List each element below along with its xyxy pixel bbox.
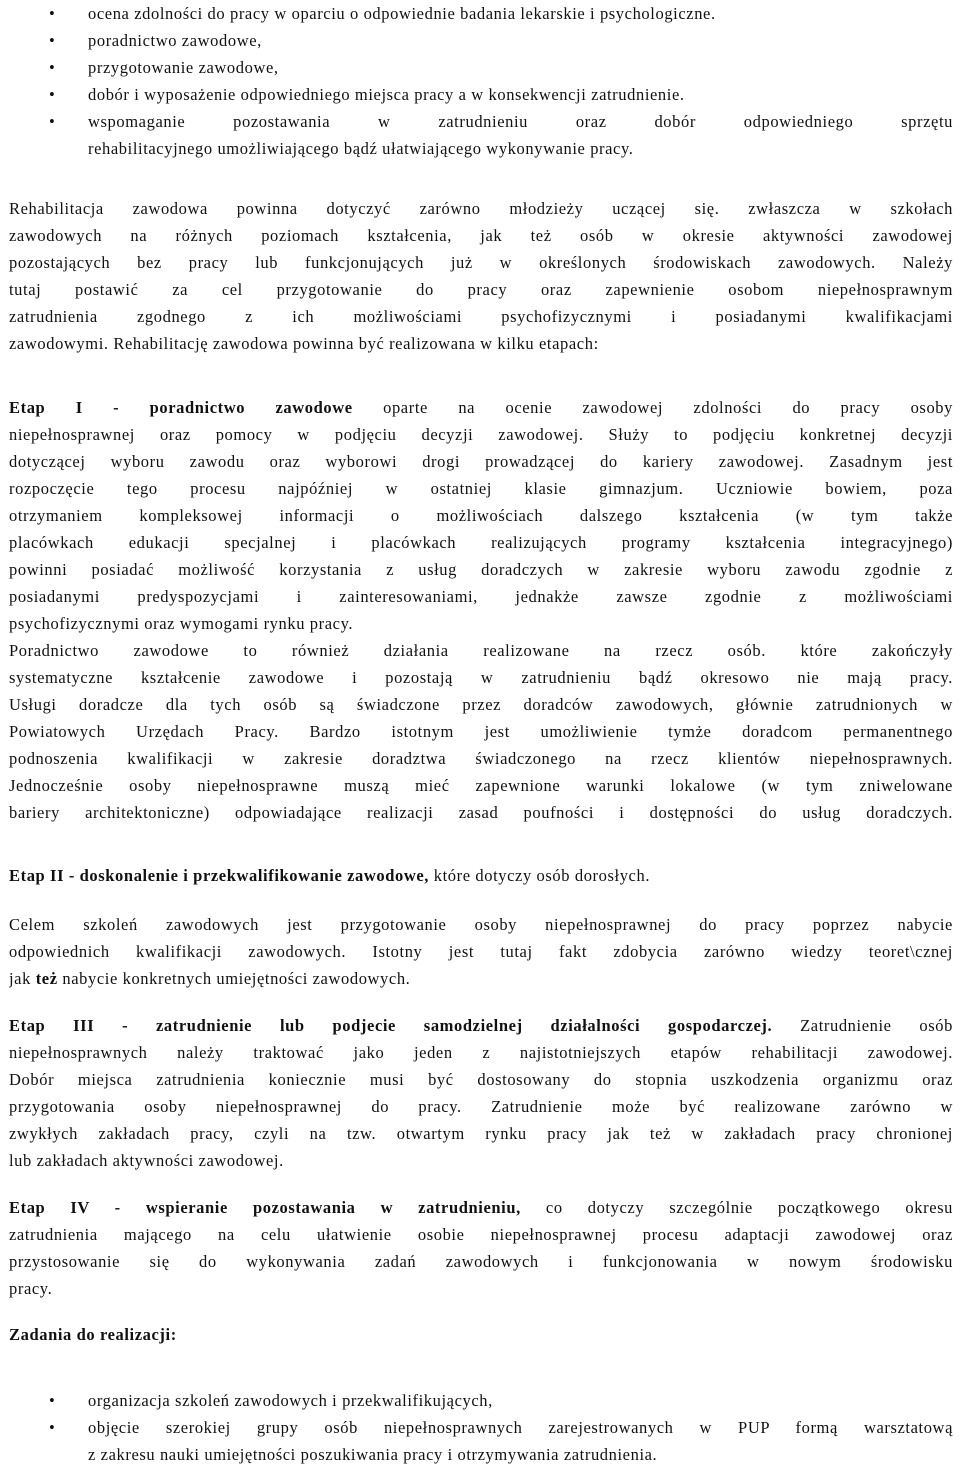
text-line: dotyczącej wyboru zawodu oraz wyborowi drogi prowadzącej do kariery zawodowej. Zasadnym jest <box>9 452 953 471</box>
etap-2-last-line <box>9 965 953 992</box>
etap-3-heading: Etap III - zatrudnienie lub podjecie samodzielnej działalności gospodarczej. <box>9 1016 773 1035</box>
bullet-item <box>9 108 953 162</box>
text-line: rozpoczęcie tego procesu najpóźniej w ostatniej klasie gimnazjum. Uczniowie bowiem, poza <box>9 479 953 498</box>
etap-2-heading-rest: które dotyczy osób dorosłych. <box>429 866 651 885</box>
text-line: zatrudnienia mającego na celu ułatwienie osobie niepełnosprawnej procesu adaptacji zawodowej oraz <box>9 1225 953 1244</box>
bullet-dot-icon: • <box>49 31 55 50</box>
text-line: pracy. <box>9 1279 53 1298</box>
section-etap-4 <box>9 1194 953 1302</box>
etap-1-heading-rest: oparte na ocenie zawodowej zdolności do pracy osoby <box>352 398 953 417</box>
section-etap-2 <box>9 862 953 889</box>
etap-3-heading-rest: Zatrudnienie osób <box>772 1016 953 1035</box>
text-line: psychofizycznymi oraz wymogami rynku pracy. <box>9 614 354 633</box>
text-line: Rehabilitacja zawodowa powinna dotyczyć zarówno młodzieży uczącej się. zwłaszcza w szkołach <box>9 199 953 218</box>
text-line: niepełnosprawnej oraz pomocy w podjęciu decyzji zawodowej. Służy to podjęciu konkretnej decyzji <box>9 425 953 444</box>
text-line: pozostających bez pracy lub funkcjonujących już w określonych środowiskach zawodowych. Należy <box>9 253 953 272</box>
text-line: przygotowania osoby niepełnosprawnej do pracy. Zatrudnienie może być realizowane zarówno w <box>9 1097 953 1116</box>
etap-4-heading-rest: co dotyczy szczególnie początkowego okresu <box>520 1198 953 1217</box>
text-line: niepełnosprawnych należy traktować jako jeden z najistotniejszych etapów rehabilitacji zawodowej. <box>9 1043 953 1062</box>
text-line: podnoszenia kwalifikacji w zakresie doradztwa świadczonego na rzecz klientów niepełnosprawnych. <box>9 749 953 768</box>
bullet-text: poradnictwo zawodowe, <box>88 31 262 50</box>
text-line: zawodowych na różnych poziomach kształcenia, jak też osób w okresie aktywności zawodowej <box>9 226 953 245</box>
bullet-dot-icon: • <box>49 4 55 23</box>
etap-4-heading: Etap IV - wspieranie pozostawania w zatrudnieniu, <box>9 1198 521 1217</box>
bullet-text: rehabilitacyjnego umożliwiającego bądź ułatwiającego wykonywanie pracy. <box>88 139 634 158</box>
bullet-item <box>9 27 953 54</box>
text-line: Jednocześnie osoby niepełnosprawne muszą mieć zapewnione warunki lokalowe (w tym zniwelowane <box>9 776 953 795</box>
bullet-item <box>9 1414 953 1468</box>
etap-1-body <box>9 421 953 637</box>
text-line: tutaj postawić za cel przygotowanie do pracy oraz zapewnienie osobom niepełnosprawnym <box>9 280 953 299</box>
text-line: otrzymaniem kompleksowej informacji o możliwościach dalszego kształcenia (w tym także <box>9 506 953 525</box>
etap-1-heading: Etap I - poradnictwo zawodowe <box>9 398 353 417</box>
text-line: Poradnictwo zawodowe to również działania realizowane na rzecz osób. które zakończyły <box>9 641 953 660</box>
bullet-item <box>9 54 953 81</box>
bullet-dot-icon: • <box>49 112 55 131</box>
text-line: Powiatowych Urzędach Pracy. Bardzo istotnym jest umożliwienie tymże doradcom permanentnego <box>9 722 953 741</box>
etap-2-lines <box>9 911 953 965</box>
etap-2-last-post: nabycie konkretnych umiejętności zawodowych. <box>57 969 411 988</box>
bullet-dot-icon: • <box>49 1418 55 1437</box>
text-line: powinni posiadać możliwość korzystania z usług doradczych w zakresie wyboru zawodu zgodnie z <box>9 560 953 579</box>
etap-1-first-line <box>9 394 953 421</box>
bullet-text: przygotowanie zawodowe, <box>88 58 279 77</box>
text-line: Usługi doradcze dla tych osób są świadczone przez doradców zawodowych, głównie zatrudnionych w <box>9 695 953 714</box>
etap-2-body <box>9 911 953 992</box>
tasks-heading: Zadania do realizacji: <box>9 1325 177 1344</box>
bullet-text: objęcie szerokiej grupy osób niepełnosprawnych zarejestrowanych w PUP formą warsztatową <box>88 1418 953 1437</box>
etap-2-heading-line <box>9 862 953 889</box>
section-tasks <box>9 1321 953 1348</box>
bullet-text: wspomaganie pozostawania w zatrudnieniu oraz dobór odpowiedniego sprzętu <box>88 112 953 131</box>
text-line: przystosowanie się do wykonywania zadań zawodowych i funkcjonowania w nowym środowisku <box>9 1252 953 1271</box>
bullet-dot-icon: • <box>49 1391 55 1410</box>
text-line: odpowiednich kwalifikacji zawodowych. Istotny jest tutaj fakt zdobycia zarówno wiedzy teoret\cznej <box>9 942 953 961</box>
bullet-text: ocena zdolności do pracy w oparciu o odpowiednie badania lekarskie i psychologiczne. <box>88 4 716 23</box>
bullet-item <box>9 81 953 108</box>
text-line: zatrudnienia zgodnego z ich możliwościami psychofizycznymi i posiadanymi kwalifikacjami <box>9 307 953 326</box>
etap-2-last-pre: jak <box>9 969 36 988</box>
etap-1-paragraph-2 <box>9 637 953 826</box>
bullet-dot-icon: • <box>49 85 55 104</box>
bullet-item <box>9 1387 953 1414</box>
bullet-dot-icon: • <box>49 58 55 77</box>
text-line: placówkach edukacji specjalnej i placówkach realizujących programy kształcenia integracyjnego) <box>9 533 953 552</box>
paragraph-intro <box>9 195 953 357</box>
bullet-text: organizacja szkoleń zawodowych i przekwalifikujących, <box>88 1391 493 1410</box>
etap-4-body <box>9 1221 953 1302</box>
text-line: systematyczne kształcenie zawodowe i pozostają w zatrudnieniu bądź okresowo nie mają pracy. <box>9 668 953 687</box>
text-line: Celem szkoleń zawodowych jest przygotowanie osoby niepełnosprawnej do pracy poprzez nabycie <box>9 915 953 934</box>
text-line: lub zakładach aktywności zawodowej. <box>9 1151 284 1170</box>
etap-4-first-line <box>9 1194 953 1221</box>
bullet-list-tasks <box>9 1387 953 1468</box>
section-etap-3 <box>9 1012 953 1174</box>
etap-3-body <box>9 1039 953 1174</box>
etap-2-last-bold: też <box>35 969 58 988</box>
bullet-item <box>9 0 953 27</box>
text-line: bariery architektoniczne) odpowiadające realizacji zasad poufności i dostępności do usług doradczych. <box>9 803 953 822</box>
bullet-text: z zakresu nauki umiejętności poszukiwania pracy i otrzymywania zatrudnienia. <box>88 1445 658 1464</box>
text-line: zawodowymi. Rehabilitację zawodowa powinna być realizowana w kilku etapach: <box>9 334 599 353</box>
text-line: zwykłych zakładach pracy, czyli na tzw. otwartym rynku pracy jak też w zakładach pracy chronionej <box>9 1124 953 1143</box>
text-line: Dobór miejsca zatrudnienia koniecznie musi być dostosowany do stopnia uszkodzenia organizmu oraz <box>9 1070 953 1089</box>
etap-3-first-line <box>9 1012 953 1039</box>
bullet-text: dobór i wyposażenie odpowiedniego miejsca pracy a w konsekwencji zatrudnienie. <box>88 85 685 104</box>
section-etap-1 <box>9 394 953 826</box>
bullet-list-top <box>9 0 953 162</box>
text-line: posiadanymi predyspozycjami i zainteresowaniami, jednakże zawsze zgodnie z możliwościami <box>9 587 953 606</box>
etap-2-heading: Etap II - doskonalenie i przekwalifikowanie zawodowe, <box>9 866 430 885</box>
